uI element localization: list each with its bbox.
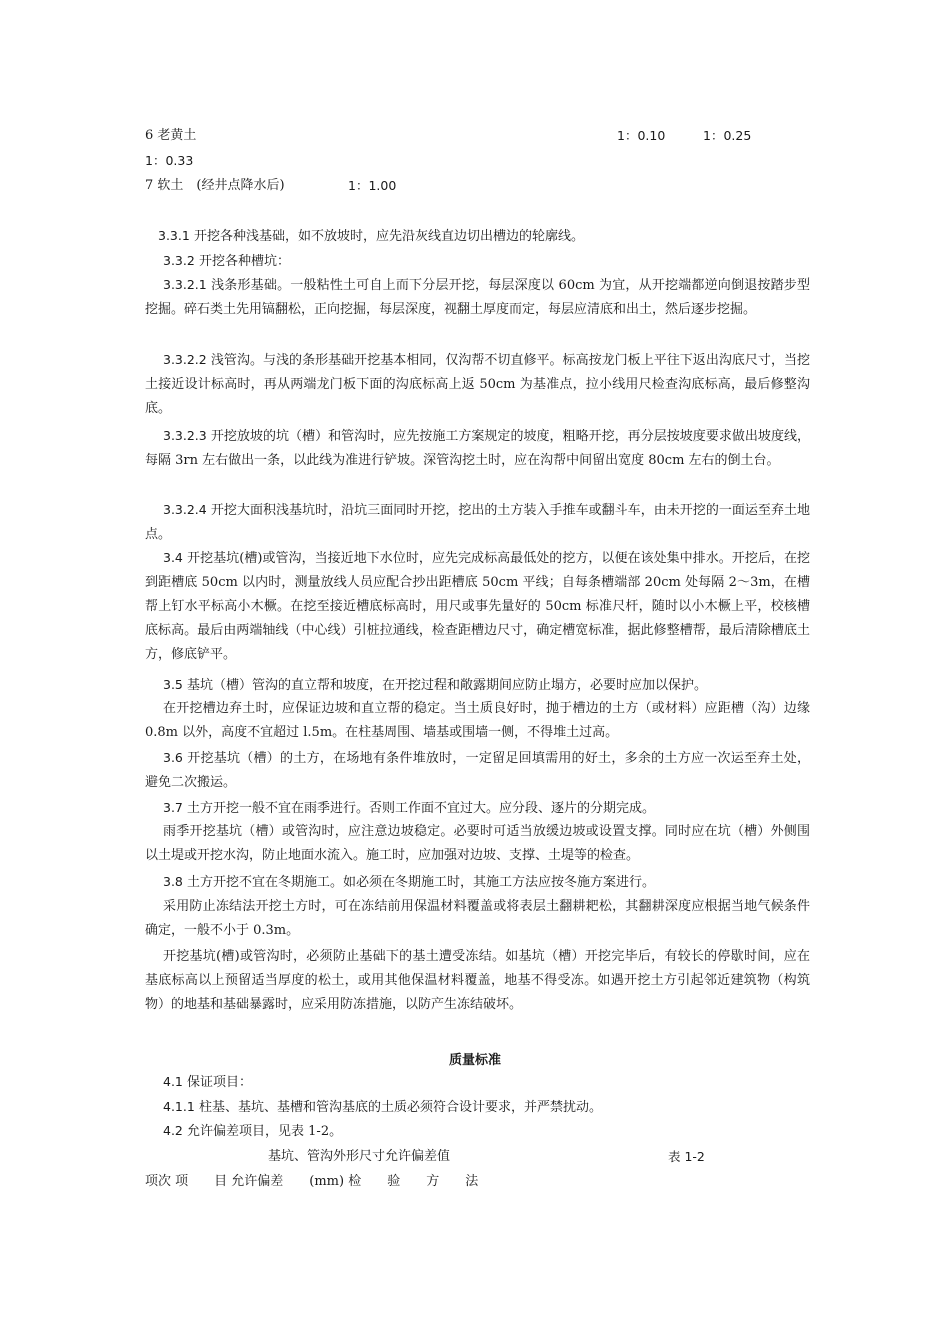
section-number: 3.7 <box>163 800 183 815</box>
section-number: 3.3.2.2 <box>163 352 207 367</box>
quality-item-4-1-1 <box>163 1097 602 1118</box>
section-text: 柱基、基坑、基槽和管沟基底的土质必须符合设计要求，并严禁扰动。 <box>198 1100 602 1115</box>
section-text: 在开挖槽边弃土时，应保证边坡和直立帮的稳定。当土质良好时，抛于槽边的土方（或材料）应距槽（沟）边缘 0.8m 以外，高度不宜超过 l.5m。在柱基周围、墙基或围墙一侧，不得堆土过高。 <box>145 701 810 740</box>
section-text: 浅条形基础。一般粘性土可自上而下分层开挖，每层深度以 60cm 为宜，从开挖端都逆向倒退按踏步型挖掘。碎石类土先用镐翻松，正向挖掘，每层深度，视翻土厚度而定，每层应清底和出土，然后逐步挖掘。 <box>145 278 810 317</box>
quality-item-4-2 <box>163 1121 342 1142</box>
section-number: 3.3.2.1 <box>163 277 207 292</box>
section-text: 土方开挖一般不宜在雨季进行。否则工作面不宜过大。应分段、逐片的分期完成。 <box>187 801 656 816</box>
slope-row-6-label: 6 老黄土 <box>145 128 197 143</box>
section-text: 土方开挖不宜在冬期施工。如必须在冬期施工时，其施工方法应按冬施方案进行。 <box>187 875 656 890</box>
section-text: 浅管沟。与浅的条形基础开挖基本相同，仅沟帮不切直修平。标高按龙门板上平往下返出沟底尺寸，当挖土接近设计标高时，再从两端龙门板下面的沟底标高上返 50cm 为基准点，拉小线用尺检查沟底标高，最后修整沟底。 <box>145 353 810 416</box>
slope-row-6-value-3: 1：0.33 <box>145 153 194 168</box>
section-3-3-2-2 <box>145 348 810 421</box>
section-3-5-paragraph <box>145 697 810 745</box>
section-text: 开挖各种浅基础，如不放坡时，应先沿灰线直边切出槽边的轮廓线。 <box>193 229 584 244</box>
table-number: 表 1-2 <box>668 1149 705 1164</box>
section-3-3-2-4 <box>145 498 810 547</box>
section-text: 开挖基坑(槽)或管沟时，必须防止基础下的基土遭受冻结。如基坑（槽）开挖完毕后，有较长的停歇时间，应在基底标高以上预留适当厚度的松土，或用其他保温材料覆盖，地基不得受冻。如遇开挖土方引起邻近建筑物（构筑物）的地基和基础暴露时，应采用防冻措施，以防产生冻结破坏。 <box>145 949 810 1012</box>
section-text: 采用防止冻结法开挖土方时，可在冻结前用保温材料覆盖或将表层土翻耕耙松，其翻耕深度应根据当地气候条件确定，一般不小于 0.3m。 <box>145 899 810 938</box>
section-number: 4.1.1 <box>163 1099 195 1114</box>
section-text: 保证项目： <box>187 1075 253 1090</box>
section-3-8 <box>145 870 810 895</box>
slope-row-7-label: 7 软土 (经井点降水后) <box>145 178 285 193</box>
slope-row-6-value-2: 1：0.25 <box>703 128 752 143</box>
section-number: 3.8 <box>163 874 183 889</box>
section-text: 基坑（槽）管沟的直立帮和坡度，在开挖过程和敞露期间应防止塌方，必要时应加以保护。 <box>187 678 708 693</box>
table-caption: 基坑、管沟外形尺寸允许偏差值 <box>268 1149 451 1164</box>
quality-item-4-1 <box>163 1072 252 1093</box>
slope-row-7-value: 1：1.00 <box>348 178 397 193</box>
section-3-3-2-3 <box>145 424 810 473</box>
section-number: 4.1 <box>163 1074 183 1089</box>
section-number: 3.5 <box>163 677 183 692</box>
section-number: 3.6 <box>163 750 183 765</box>
section-number: 3.3.2.3 <box>163 428 207 443</box>
section-text: 开挖大面积浅基坑时，沿坑三面同时开挖，挖出的土方装入手推车或翻斗车，由未开挖的一面运至弃土地点。 <box>145 503 810 542</box>
section-number: 3.3.2 <box>163 253 195 268</box>
section-3-8-paragraph-1 <box>145 895 810 943</box>
table-header: 项次 项 目 允许偏差 (mm) 检 验 方 法 <box>145 1174 479 1189</box>
section-text: 开挖各种槽坑： <box>198 254 290 269</box>
section-text: 雨季开挖基坑（槽）或管沟时，应注意边坡稳定。必要时可适当放缓边坡或设置支撑。同时应在坑（槽）外侧围以土堤或开挖水沟，防止地面水流入。施工时，应加强对边坡、支撑、土堤等的检查。 <box>145 824 810 863</box>
section-number: 3.3.2.4 <box>163 502 207 517</box>
section-3-5 <box>145 673 810 698</box>
section-3-6 <box>145 746 810 795</box>
section-3-7 <box>145 796 810 821</box>
section-number: 3.4 <box>163 550 183 565</box>
section-3-3-2-1 <box>145 273 810 322</box>
section-3-7-paragraph <box>145 820 810 868</box>
section-text: 开挖基坑(槽)或管沟，当接近地下水位时，应先完成标高最低处的挖方，以便在该处集中排水。开挖后，在挖到距槽底 50cm 以内时，测量放线人员应配合抄出距槽底 50cm 平线；自每条槽端部 20cm 处每隔 2～3m，在槽帮上钉水平标高小木橛。在挖至接近槽底标高时，用尺或事先量好的 50cm 标准尺杆，随时以小木橛上平，校核槽底标高。最后由两端轴线（中心线）引桩拉通线，检查距槽边尺寸，确定槽宽标准，据此修整槽帮，最后清除槽底土方，修底铲平。 <box>145 551 810 662</box>
section-3-3-2 <box>163 251 290 272</box>
section-3-8-paragraph-2 <box>145 945 810 1017</box>
section-3-4 <box>145 546 810 667</box>
section-3-3-1 <box>158 226 584 247</box>
quality-title: 质量标准 <box>448 1053 501 1068</box>
section-text: 开挖放坡的坑（槽）和管沟时，应先按施工方案规定的坡度，粗略开挖，再分层按坡度要求做出坡度线，每隔 3rn 左右做出一条，以此线为准进行铲坡。深管沟挖土时，应在沟帮中间留出宽度 80cm 左右的倒土台。 <box>145 429 810 468</box>
section-text: 开挖基坑（槽）的土方，在场地有条件堆放时，一定留足回填需用的好土，多余的土方应一次运至弃土处，避免二次搬运。 <box>145 751 810 790</box>
section-number: 3.3.1 <box>158 228 190 243</box>
section-number: 4.2 <box>163 1123 183 1138</box>
slope-row-6-value-1: 1：0.10 <box>617 128 666 143</box>
section-text: 允许偏差项目，见表 1-2。 <box>187 1124 343 1139</box>
